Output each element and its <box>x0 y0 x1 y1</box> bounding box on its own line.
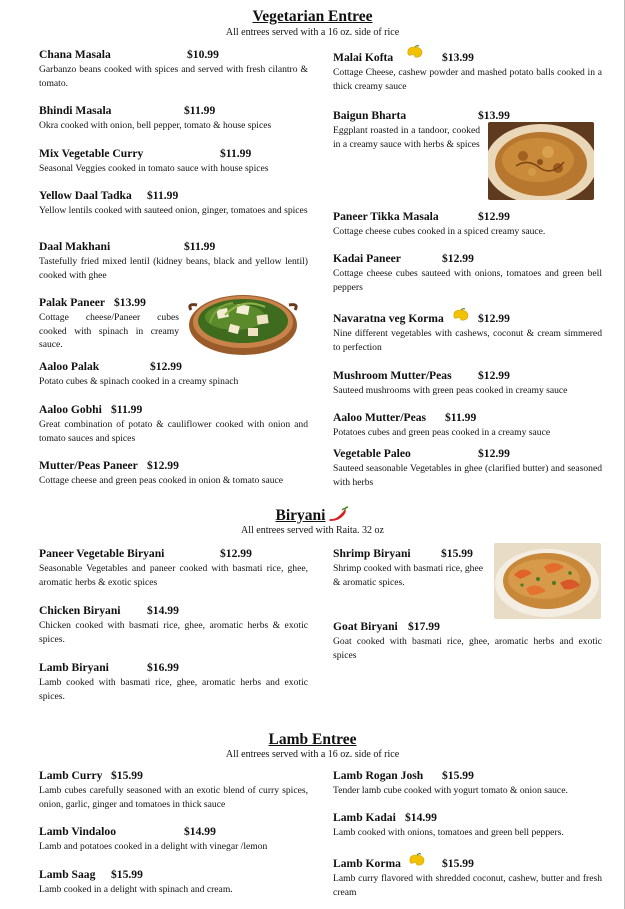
lamb-title: Lamb Entree <box>268 731 357 748</box>
item-desc: Eggplant roasted in a tandoor, cooked in a creamy sauce with herbs & spices <box>333 125 480 150</box>
item-desc: Shrimp cooked with basmati rice, ghee & aromatic spices. <box>333 563 483 588</box>
item-price: $12.99 <box>478 447 510 460</box>
item-name: Navaratna veg Korma <box>333 312 444 325</box>
item-price: $12.99 <box>220 547 252 560</box>
menu-item <box>333 547 483 589</box>
item-desc: Cottage cheese and green peas cooked in onion & tomato sauce <box>39 475 284 486</box>
baigun-bharta-photo <box>488 122 594 200</box>
item-desc: Tastefully fried mixed lentil (kidney beans, black and yellow lentil) cooked with ghee <box>39 256 308 281</box>
item-desc: Great combination of potato & cauliflower cooked with onion and tomato sauces and spices <box>39 419 308 444</box>
menu-item <box>39 147 308 176</box>
item-name: Shrimp Biryani <box>333 547 411 560</box>
menu-item <box>39 868 308 897</box>
item-name: Paneer Tikka Masala <box>333 210 439 223</box>
palak-paneer-photo <box>185 285 301 360</box>
item-name: Lamb Rogan Josh <box>333 769 424 782</box>
item-name: Mutter/Peas Paneer <box>39 459 138 472</box>
item-price: $11.99 <box>445 411 477 424</box>
item-name: Baigun Bharta <box>333 109 407 122</box>
item-desc: Lamb cooked in a delight with spinach and cream. <box>39 884 233 895</box>
menu-item <box>333 811 602 840</box>
item-price: $12.99 <box>442 252 474 265</box>
menu-item <box>333 857 602 899</box>
item-price: $12.99 <box>150 360 182 373</box>
menu-item <box>39 459 308 488</box>
item-price: $12.99 <box>147 459 179 472</box>
item-name: Goat Biryani <box>333 620 398 633</box>
menu-item <box>39 661 308 703</box>
item-price: $12.99 <box>478 210 510 223</box>
item-name: Aaloo Palak <box>39 360 100 373</box>
menu-item <box>39 296 179 352</box>
item-price: $15.99 <box>111 868 143 881</box>
item-price: $12.99 <box>478 369 510 382</box>
item-price: $15.99 <box>111 769 143 782</box>
item-desc: Lamb cooked with onions, tomatoes and green bell peppers. <box>333 827 564 838</box>
item-price: $12.99 <box>478 312 510 325</box>
item-desc: Seasonal Veggies cooked in tomato sauce with house spices <box>39 163 269 174</box>
item-name: Daal Makhani <box>39 240 111 253</box>
menu-item <box>39 403 308 445</box>
mango-icon <box>408 853 426 871</box>
menu-item <box>39 240 308 282</box>
item-name: Lamb Saag <box>39 868 96 881</box>
item-name: Chana Masala <box>39 48 111 61</box>
item-name: Vegetable Paleo <box>333 447 411 460</box>
menu-item <box>333 210 602 239</box>
item-price: $17.99 <box>408 620 440 633</box>
item-desc: Garbanzo beans cooked with spices and served with fresh cilantro & tomato. <box>39 64 308 89</box>
item-desc: Goat cooked with basmati rice, ghee, aromatic herbs and exotic spices <box>333 636 602 661</box>
item-name: Lamb Biryani <box>39 661 109 674</box>
item-price: $15.99 <box>442 857 474 870</box>
item-desc: Lamb curry flavored with shredded coconut, cashew, butter and fresh cream <box>333 873 602 898</box>
menu-item <box>39 769 308 811</box>
mango-icon <box>406 45 424 63</box>
item-name: Lamb Kadai <box>333 811 396 824</box>
item-desc: Cottage cheese/Paneer cubes cooked with spinach in creamy sauce. <box>39 312 179 350</box>
menu-item <box>333 109 510 151</box>
item-price: $15.99 <box>442 769 474 782</box>
item-name: Aaloo Gobhi <box>39 403 102 416</box>
menu-item <box>333 620 602 662</box>
item-name: Bhindi Masala <box>39 104 112 117</box>
item-name: Mushroom Mutter/Peas <box>333 369 452 382</box>
item-desc: Sauteed mushrooms with green peas cooked in creamy sauce <box>333 385 568 396</box>
menu-item <box>39 360 308 389</box>
menu-item <box>39 547 308 589</box>
item-name: Lamb Vindaloo <box>39 825 116 838</box>
menu-item <box>333 411 602 440</box>
item-desc: Seasonable Vegetables and paneer cooked with basmati rice, ghee, aromatic herbs & exotic spices <box>39 563 308 588</box>
menu-item <box>333 447 602 489</box>
shrimp-biryani-photo <box>494 543 601 619</box>
item-name: Aaloo Mutter/Peas <box>333 411 427 424</box>
menu-item <box>39 604 308 646</box>
item-desc: Okra cooked with onion, bell pepper, tomato & house spices <box>39 120 272 131</box>
menu-item <box>333 369 602 398</box>
menu-item <box>333 312 602 354</box>
item-name: Paneer Vegetable Biryani <box>39 547 165 560</box>
item-price: $16.99 <box>147 661 179 674</box>
menu-item <box>333 51 602 93</box>
item-price: $15.99 <box>441 547 473 560</box>
item-desc: Lamb cubes carefully seasoned with an exotic blend of curry spices, onion, garlic, ginger and tomatoes in thick sauce <box>39 785 308 810</box>
item-desc: Yellow lentils cooked with sauteed onion, ginger, tomatoes and spices <box>39 205 308 216</box>
menu-item <box>39 189 308 218</box>
item-name: Malai Kofta <box>333 51 394 64</box>
item-desc: Cottage cheese cubes cooked in a spiced creamy sauce. <box>333 226 546 237</box>
item-price: $13.99 <box>442 51 474 64</box>
menu-item <box>39 104 308 133</box>
item-price: $11.99 <box>111 403 143 416</box>
item-desc: Tender lamb cube cooked with yogurt tomato & onion sauce. <box>333 785 568 796</box>
item-price: $11.99 <box>220 147 252 160</box>
biryani-title-wrap <box>0 506 625 527</box>
item-name: Lamb Korma <box>333 857 401 870</box>
item-desc: Nine different vegetables with cashews, coconut & cream simmered to perfection <box>333 328 602 353</box>
item-price: $14.99 <box>147 604 179 617</box>
item-desc: Chicken cooked with basmati rice, ghee, aromatic herbs & exotic spices. <box>39 620 308 645</box>
vegetarian-subtitle: All entrees served with a 16 oz. side of rice <box>225 27 400 38</box>
menu-item <box>39 825 308 854</box>
item-name: Chicken Biryani <box>39 604 121 617</box>
item-desc: Cottage Cheese, cashew powder and mashed potato balls cooked in a thick creamy sauce <box>333 67 602 92</box>
item-price: $14.99 <box>184 825 216 838</box>
item-price: $11.99 <box>147 189 179 202</box>
item-name: Yellow Daal Tadka <box>39 189 132 202</box>
menu-item <box>333 252 602 294</box>
chili-pepper-icon <box>327 506 349 527</box>
item-name: Palak Paneer <box>39 296 106 309</box>
lamb-subtitle: All entrees served with a 16 oz. side of rice <box>225 749 400 760</box>
item-desc: Potato cubes & spinach cooked in a creamy spinach <box>39 376 239 387</box>
biryani-subtitle: All entrees served with Raita. 32 oz <box>240 525 384 536</box>
item-name: Lamb Curry <box>39 769 103 782</box>
item-price: $13.99 <box>114 296 146 309</box>
item-desc: Potatoes cubes and green peas cooked in a creamy sauce <box>333 427 551 438</box>
menu-item <box>333 769 602 798</box>
item-price: $10.99 <box>187 48 219 61</box>
item-desc: Cottage cheese cubes sauteed with onions, tomatoes and green bell peppers <box>333 268 602 293</box>
item-desc: Lamb cooked with basmati rice, ghee, aromatic herbs and exotic spices. <box>39 677 308 702</box>
item-price: $11.99 <box>184 240 216 253</box>
item-desc: Sauteed seasonable Vegetables in ghee (clarified butter) and seasoned with herbs <box>333 463 602 488</box>
item-price: $13.99 <box>478 109 510 122</box>
item-desc: Lamb and potatoes cooked in a delight with vinegar /lemon <box>39 841 268 852</box>
mango-icon <box>452 308 470 326</box>
biryani-title: Biryani <box>275 507 326 525</box>
item-name: Kadai Paneer <box>333 252 401 265</box>
vegetarian-title: Vegetarian Entree <box>252 8 373 25</box>
item-price: $11.99 <box>184 104 216 117</box>
menu-item <box>39 48 308 90</box>
item-price: $14.99 <box>405 811 437 824</box>
item-name: Mix Vegetable Curry <box>39 147 144 160</box>
